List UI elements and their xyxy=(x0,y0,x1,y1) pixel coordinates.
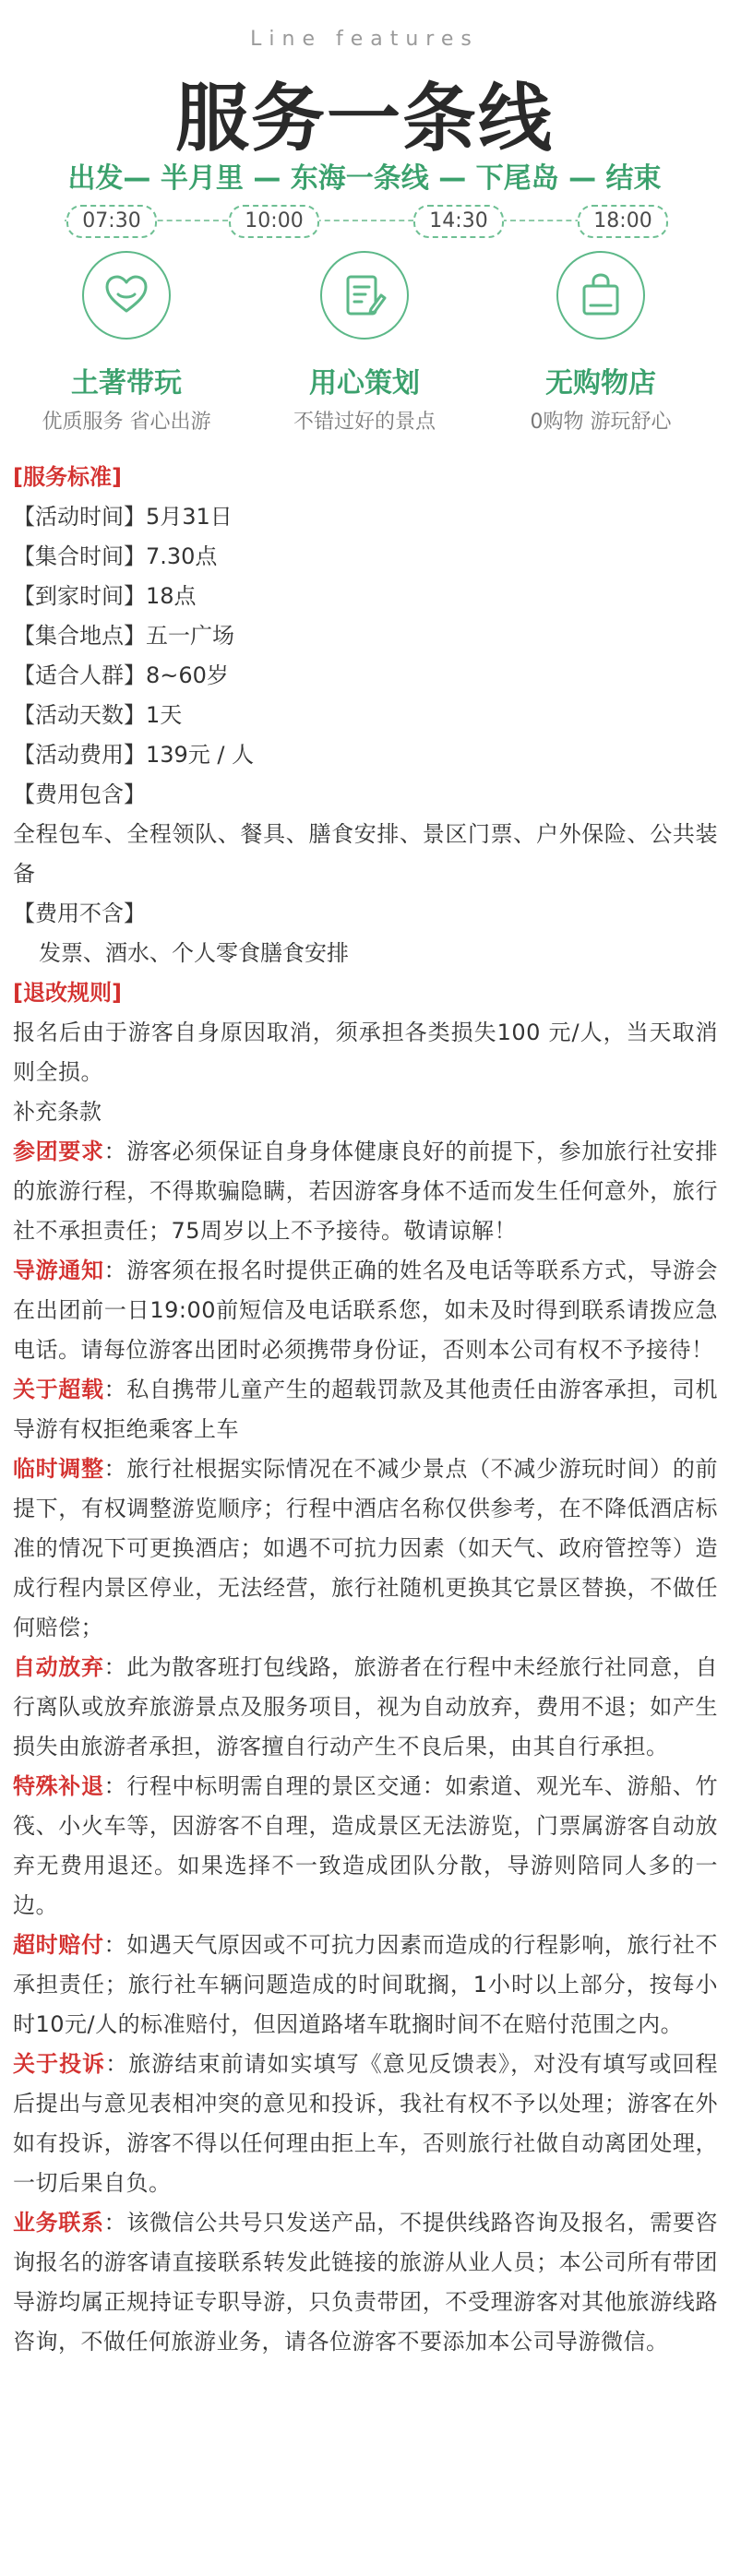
clause-label: 业务联系 xyxy=(13,2210,104,2236)
clause-delay-compensation xyxy=(13,1926,718,2045)
clause-label: 自动放弃 xyxy=(13,1654,104,1680)
service-row: 【集合时间】7.30点 xyxy=(13,543,218,569)
clause-special-refund xyxy=(13,1767,718,1926)
clause-label: 特殊补退 xyxy=(13,1773,104,1799)
feature-title-3: 无购物店 xyxy=(545,367,656,400)
time-pill-1: 07:30 xyxy=(66,205,157,238)
fee-excludes-label: 【费用不含】 xyxy=(13,900,146,926)
fee-excludes: 发票、酒水、个人零食膳食安排 xyxy=(39,940,349,966)
clause-business-contact xyxy=(13,2203,718,2362)
clause-text: ：旅行社根据实际情况在不减少景点（不减少游玩时间）的前提下，有权调整游览顺序；行程中酒店名称仅供参考，在不降低酒店标准的情况下可更换酒店；如遇不可抗力因素（如天气、政府管控等）造成行程内景区停业，无法经营，旅行社随机更换其它景区替换，不做任何赔偿； xyxy=(13,1456,719,1640)
clause-label: 超时赔付 xyxy=(13,1932,104,1958)
refund-text: 报名后由于游客自身原因取消，须承担各类损失100 元/人，当天取消则全损。 xyxy=(13,1020,718,1085)
content-body xyxy=(13,458,718,2362)
service-row: 【活动时间】5月31日 xyxy=(13,504,233,530)
service-section-title: [服务标准] xyxy=(13,464,122,490)
clause-text: ：此为散客班打包线路，旅游者在行程中未经旅行社同意，自行离队或放弃旅游景点及服务项目，视为自动放弃，费用不退；如产生损失由旅游者承担，游客擅自行动产生不良后果，由其自行承担。 xyxy=(13,1654,719,1759)
time-pill-4: 18:00 xyxy=(578,205,668,238)
service-row: 【费用包含】 xyxy=(13,781,146,807)
clause-complaints xyxy=(13,2045,718,2203)
clause-adjustment xyxy=(13,1449,718,1648)
clause-participation xyxy=(13,1132,718,1251)
clause-label: 参团要求 xyxy=(13,1139,104,1164)
feature-circle-1 xyxy=(82,251,171,340)
time-pill-3: 14:30 xyxy=(413,205,504,238)
clause-text: ：私自携带儿童产生的超载罚款及其他责任由游客承担，司机导游有权拒绝乘客上车 xyxy=(13,1377,719,1442)
clause-label: 关于超载 xyxy=(13,1377,104,1402)
clause-label: 关于投诉 xyxy=(13,2051,106,2077)
clause-text: ：该微信公共号只发送产品，不提供线路咨询及报名，需要咨询报名的游客请直接联系转发此链接的旅游从业人员；本公司所有带团导游均属正规持证专职导游，只负责带团，不受理游客对其他旅游线路咨询，不做任何旅游业务，请各位游客不要添加本公司导游微信。 xyxy=(13,2210,719,2355)
clause-text: ：旅游结束前请如实填写《意见反馈表》，对没有填写或回程后提出与意见表相冲突的意见和投诉，我社有权不予以处理；游客在外如有投诉，游客不得以任何理由拒上车，否则旅行社做自动离团处理，一切后果自负。 xyxy=(13,2051,719,2196)
shopping-bag-icon xyxy=(576,270,626,320)
feature-circle-2 xyxy=(320,251,409,340)
heart-icon xyxy=(102,270,151,320)
feature-title-2: 用心策划 xyxy=(309,367,420,400)
clause-waiver xyxy=(13,1648,718,1767)
notebook-pencil-icon xyxy=(340,270,389,320)
clause-text: ：游客须在报名时提供正确的姓名及电话等联系方式，导游会在出团前一日19:00前短信及电话联系您，如未及时得到联系请拨应急电话。请每位游客出团时必须携带身份证，否则本公司有权不予接待！ xyxy=(13,1258,719,1363)
clause-text: ：如遇天气原因或不可抗力因素而造成的行程影响，旅行社不承担责任；旅行社车辆问题造成的时间耽搁，1小时以上部分，按每小时10元/人的标准赔付，但因道路堵车耽搁时间不在赔付范围之内。 xyxy=(13,1932,719,2037)
header-subtitle: Line features xyxy=(250,28,479,51)
service-row: 【适合人群】8~60岁 xyxy=(13,662,229,688)
service-row: 【到家时间】18点 xyxy=(13,583,197,609)
clause-text: ：游客必须保证自身身体健康良好的前提下，参加旅行社安排的旅游行程，不得欺骗隐瞒，若因游客身体不适而发生任何意外，旅行社不承担责任；75周岁以上不予接待。敬请谅解！ xyxy=(13,1139,719,1244)
clause-guide-notice xyxy=(13,1251,718,1370)
refund-section-title: [退改规则] xyxy=(13,980,122,1006)
page-title: 服务一条线 xyxy=(175,75,554,161)
fee-includes: 全程包车、全程领队、餐具、膳食安排、景区门票、户外保险、公共装备 xyxy=(13,821,718,887)
feature-title-1: 土著带玩 xyxy=(71,367,182,400)
feature-desc-2: 不错过好的景点 xyxy=(293,411,436,434)
clause-label: 导游通知 xyxy=(13,1258,104,1283)
supplement-title: 补充条款 xyxy=(13,1099,102,1125)
feature-desc-1: 优质服务 省心出游 xyxy=(42,411,211,434)
clause-overload xyxy=(13,1370,718,1449)
service-row: 【活动费用】139元 / 人 xyxy=(13,742,255,768)
clause-text: ：行程中标明需自理的景区交通：如索道、观光车、游船、竹筏、小火车等，因游客不自理，造成景区无法游览，门票属游客自动放弃无费用退还。如果选择不一致造成团队分散，导游则陪同人多的一边。 xyxy=(13,1773,719,1918)
service-row: 【集合地点】五一广场 xyxy=(13,623,234,649)
time-pill-2: 10:00 xyxy=(229,205,319,238)
route-line: 出发— 半月里 — 东海一条线 — 下尾岛 — 结束 xyxy=(67,162,662,195)
feature-circle-3 xyxy=(556,251,645,340)
feature-desc-3: 0购物 游玩舒心 xyxy=(530,411,672,434)
service-row: 【活动天数】1天 xyxy=(13,702,183,728)
clause-label: 临时调整 xyxy=(13,1456,104,1482)
